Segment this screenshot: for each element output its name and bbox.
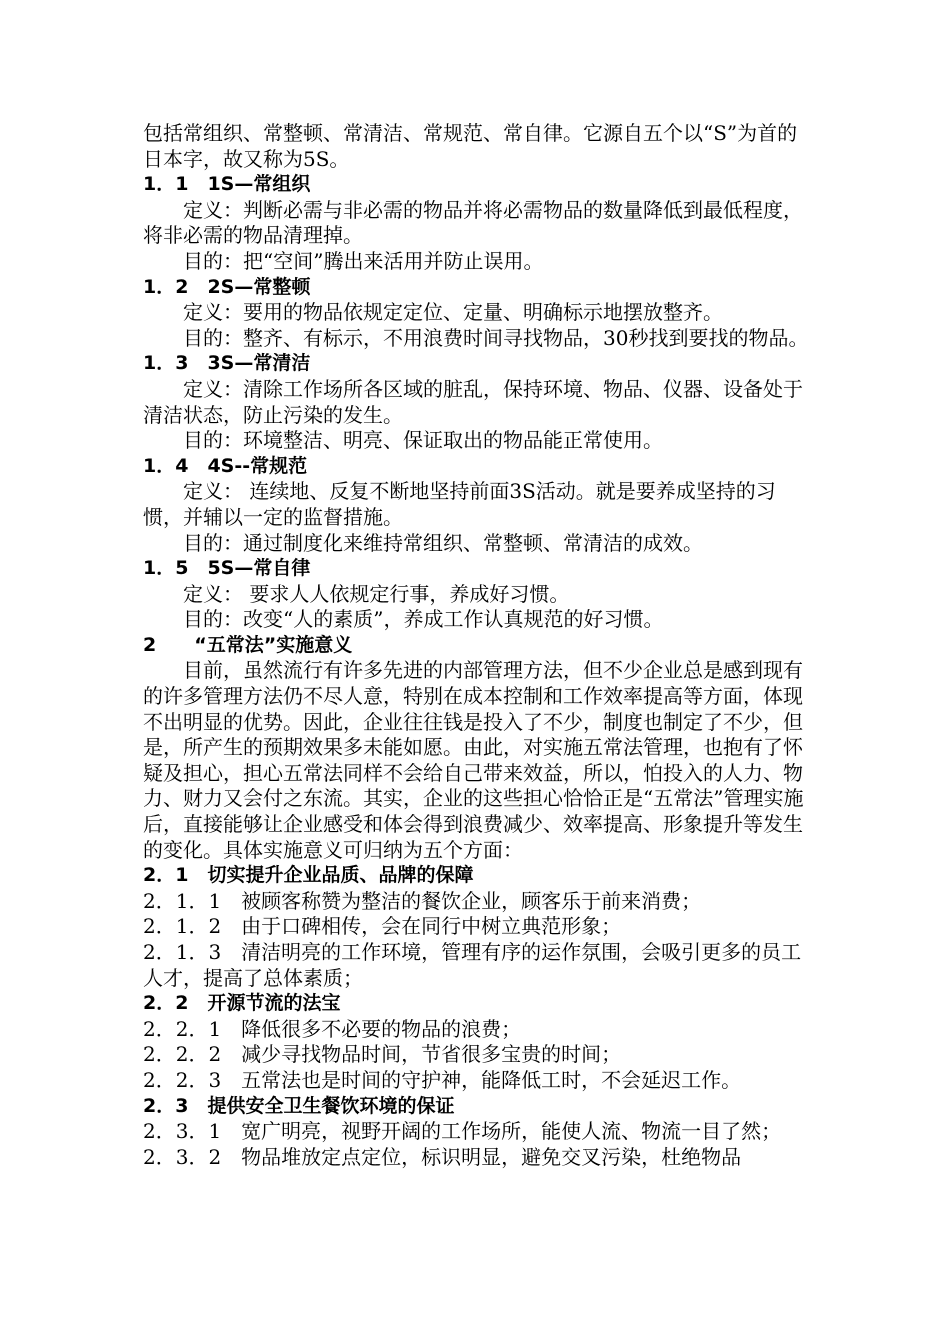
definition-4s: 定义： 连续地、反复不断地坚持前面3S活动。就是要养成坚持的习惯，并辅以一定的监督措施。 (143, 479, 776, 529)
definition-3s: 定义：清除工作场所各区域的脏乱，保持环境、物品、仪器、设备处于清洁状态，防止污染的发生。 (143, 376, 803, 427)
purpose-1s: 目的：把“空间”腾出来活用并防止误用。 (183, 248, 544, 273)
definition-2s: 定义：要用的物品依规定定位、定量、明确标示地摆放整齐。 (183, 300, 723, 325)
item-2-2-1: 2．2．1 降低很多不必要的物品的浪费； (143, 1016, 522, 1041)
body-text (143, 121, 813, 1170)
section-heading-1-4: 1．4 4S--常规范 (143, 454, 308, 477)
definition-5s: 定义： 要求人人依规定行事，养成好习惯。 (183, 581, 570, 606)
section-heading-2-1: 2．1 切实提升企业品质、品牌的保障 (143, 864, 474, 887)
significance-paragraph: 目前，虽然流行有许多先进的内部管理方法，但不少企业总是感到现有的许多管理方法仍不尽人意，特别在成本控制和工作效率提高等方面，体现不出明显的优势。因此，企业往往钱是投入了不少，制度也制定了不少，但是，所产生的预期效果多未能如愿。由此，对实施五常法管理，也抱有了怀疑及担心，担心五常法同样不会给自己带来效益，所以，怕投入的人力、物力、财力又会付之东流。其实，企业的这些担心恰恰正是“五常法”管理实施后，直接能够让企业感受和体会得到浪费减少、效率提高、形象提升等发生的变化。具体实施意义可归纳为五个方面： (143, 658, 804, 862)
section-heading-1-1: 1．1 1S—常组织 (143, 173, 311, 196)
purpose-3s: 目的：环境整洁、明亮、保证取出的物品能正常使用。 (183, 428, 663, 453)
section-heading-1-2: 1．2 2S—常整顿 (143, 275, 311, 298)
item-2-2-2: 2．2．2 减少寻找物品时间，节省很多宝贵的时间； (143, 1042, 622, 1067)
purpose-2s: 目的：整齐、有标示，不用浪费时间寻找物品，30秒找到要找的物品。 (183, 325, 809, 350)
item-2-3-2: 2．3．2 物品堆放定点定位，标识明显，避免交叉污染，杜绝物品 (143, 1144, 742, 1169)
purpose-5s: 目的：改变“人的素质”，养成工作认真规范的好习惯。 (183, 607, 664, 632)
item-2-2-3: 2．2．3 五常法也是时间的守护神，能降低工时，不会延迟工作。 (143, 1067, 742, 1092)
item-2-3-1: 2．3．1 宽广明亮，视野开阔的工作场所，能使人流、物流一目了然； (143, 1119, 782, 1144)
intro-paragraph: 包括常组织、常整顿、常清洁、常规范、常自律。它源自五个以“S”为首的日本字，故又称为5S。 (143, 121, 798, 171)
purpose-4s: 目的：通过制度化来维持常组织、常整顿、常清洁的成效。 (183, 530, 703, 555)
section-heading-1-5: 1．5 5S—常自律 (143, 557, 311, 580)
item-2-1-2: 2．1．2 由于口碑相传，会在同行中树立典范形象； (143, 914, 622, 939)
section-heading-2-3: 2．3 提供安全卫生餐饮环境的保证 (143, 1094, 455, 1117)
item-2-1-3: 2．1．3 清洁明亮的工作环境，管理有序的运作氛围，会吸引更多的员工人才，提高了总体素质； (143, 940, 802, 990)
section-heading-1-3: 1．3 3S—常清洁 (143, 352, 311, 375)
item-2-1-1: 2．1．1 被顾客称赞为整洁的餐饮企业，顾客乐于前来消费； (143, 888, 702, 913)
section-heading-2-2: 2．2 开源节流的法宝 (143, 992, 341, 1015)
definition-1s: 定义：判断必需与非必需的物品并将必需物品的数量降低到最低程度，将非必需的物品清理掉。 (143, 197, 803, 248)
section-heading-2: 2 “五常法”实施意义 (143, 633, 353, 656)
